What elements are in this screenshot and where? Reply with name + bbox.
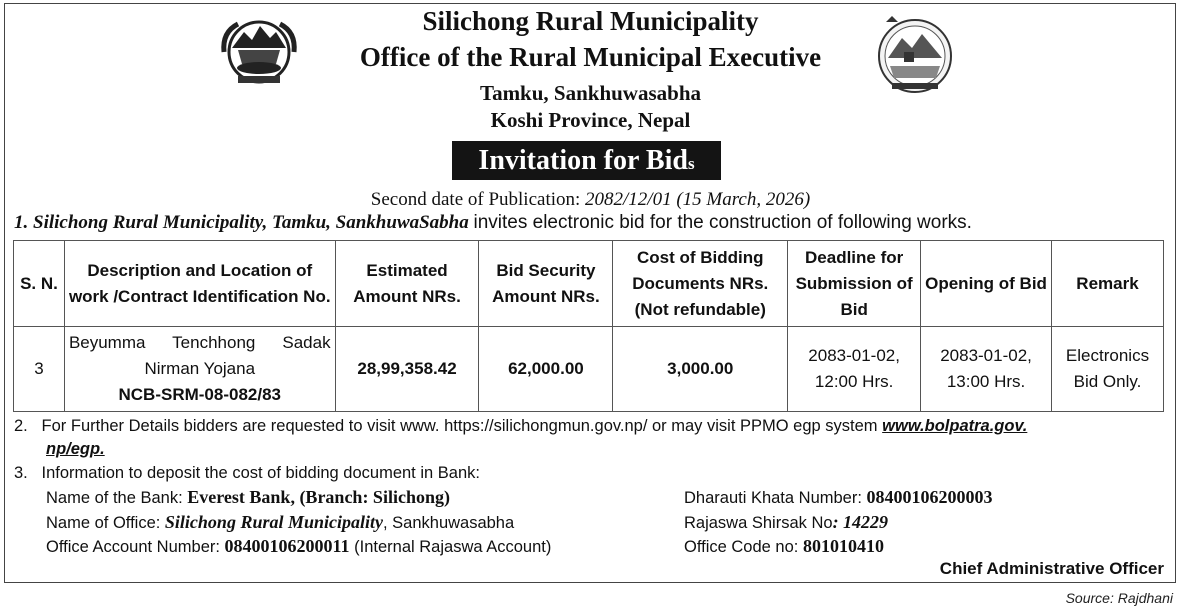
contract-number: NCB-SRM-08-082/83 xyxy=(118,385,281,404)
office-name-line xyxy=(46,512,514,533)
cell-deadline xyxy=(788,327,921,412)
note-2-line-1 xyxy=(14,417,1027,436)
bids-table xyxy=(13,240,1164,412)
notice-title xyxy=(452,141,721,180)
publication-date xyxy=(0,189,1181,211)
address-line-2: Koshi Province, Nepal xyxy=(490,108,691,132)
intro-text: invites electronic bid for the construction of following works. xyxy=(473,212,972,233)
notice-title-main: Invitation for Bid xyxy=(478,145,688,176)
bank-value: Everest Bank, (Branch: Silichong) xyxy=(187,487,450,507)
cell-opening xyxy=(921,327,1052,412)
office-code-value: 801010410 xyxy=(802,536,884,556)
office-name: Office of the Rural Municipal Executive xyxy=(359,42,822,72)
remark-line-2: Bid Only. xyxy=(1073,372,1142,391)
header-bid-security: Bid Security Amount NRs. xyxy=(479,241,613,327)
signer-title: Chief Administrative Officer xyxy=(939,559,1164,578)
note-3-heading-text: Information to deposit the cost of bidding document in Bank: xyxy=(41,464,480,482)
note-3-heading xyxy=(14,464,480,483)
khata-value: 08400106200003 xyxy=(866,487,993,507)
shirsak-value: : 14229 xyxy=(832,512,889,532)
header-remark: Remark xyxy=(1051,241,1163,327)
header-estimated-amount: Estimated Amount NRs. xyxy=(335,241,479,327)
office-code-label: Office Code no: xyxy=(684,538,799,556)
table-row xyxy=(14,327,1164,412)
note-2-line-2 xyxy=(46,440,105,459)
deadline-date: 2083-01-02, xyxy=(808,346,900,365)
description-line-2: Nirman Yojana xyxy=(144,359,256,378)
note-2-number: 2. xyxy=(14,417,28,435)
shirsak-line xyxy=(684,512,888,533)
intro-entity: Silichong Rural Municipality, Tamku, SankhuwaSabha xyxy=(33,212,469,233)
source-credit: Source: Rajdhani xyxy=(1065,590,1173,606)
header-sn: S. N. xyxy=(14,241,65,327)
account-number-line xyxy=(46,536,551,557)
notice-title-suffix: s xyxy=(687,154,695,173)
cell-bidding-doc-cost: 3,000.00 xyxy=(613,327,788,412)
cell-sn: 3 xyxy=(14,327,65,412)
note-2-text: For Further Details bidders are requested to visit www. https://silichongmun.gov.np/ or may visit PPMO egp system xyxy=(41,417,878,435)
shirsak-label: Rajaswa Shirsak No xyxy=(684,514,833,532)
cell-description xyxy=(64,327,335,412)
header-bidding-doc-cost: Cost of Bidding Documents NRs. (Not refundable) xyxy=(613,241,788,327)
office-label: Name of Office: xyxy=(46,514,161,532)
office-suffix: , Sankhuwasabha xyxy=(382,514,515,532)
intro-number: 1. xyxy=(14,212,29,233)
description-line-1: Beyumma Tenchhong Sadak xyxy=(68,333,331,352)
khata-label: Dharauti Khata Number: xyxy=(684,489,862,507)
cell-remark xyxy=(1051,327,1163,412)
cell-estimated-amount: 28,99,358.42 xyxy=(335,327,479,412)
remark-line-1: Electronics xyxy=(1065,346,1150,365)
khata-number-line xyxy=(684,487,993,508)
municipality-name: Silichong Rural Municipality xyxy=(422,6,759,36)
header-opening: Opening of Bid xyxy=(921,241,1052,327)
intro-paragraph xyxy=(14,212,972,234)
header-deadline: Deadline for Submission of Bid xyxy=(788,241,921,327)
address-line-1: Tamku, Sankhuwasabha xyxy=(479,81,702,105)
opening-date: 2083-01-02, xyxy=(940,346,1032,365)
account-label: Office Account Number: xyxy=(46,538,220,556)
account-suffix: (Internal Rajaswa Account) xyxy=(349,538,552,556)
bolpatra-link[interactable]: www.bolpatra.gov. xyxy=(882,417,1028,435)
publication-label: Second date of Publication: xyxy=(370,189,581,210)
table-header-row xyxy=(14,241,1164,327)
cell-bid-security: 62,000.00 xyxy=(479,327,613,412)
note-3-number: 3. xyxy=(14,464,28,482)
account-value: 08400106200011 xyxy=(224,536,350,556)
header-description: Description and Location of work /Contract Identification No. xyxy=(64,241,335,327)
office-value: Silichong Rural Municipality xyxy=(164,512,383,532)
bolpatra-link-continued[interactable]: np/egp. xyxy=(46,440,105,458)
deadline-time: 12:00 Hrs. xyxy=(814,372,894,391)
bank-name-line xyxy=(46,487,450,508)
publication-value: 2082/12/01 (15 March, 2026) xyxy=(585,189,811,210)
office-code-line xyxy=(684,536,884,557)
opening-time: 13:00 Hrs. xyxy=(946,372,1026,391)
bank-label: Name of the Bank: xyxy=(46,489,183,507)
